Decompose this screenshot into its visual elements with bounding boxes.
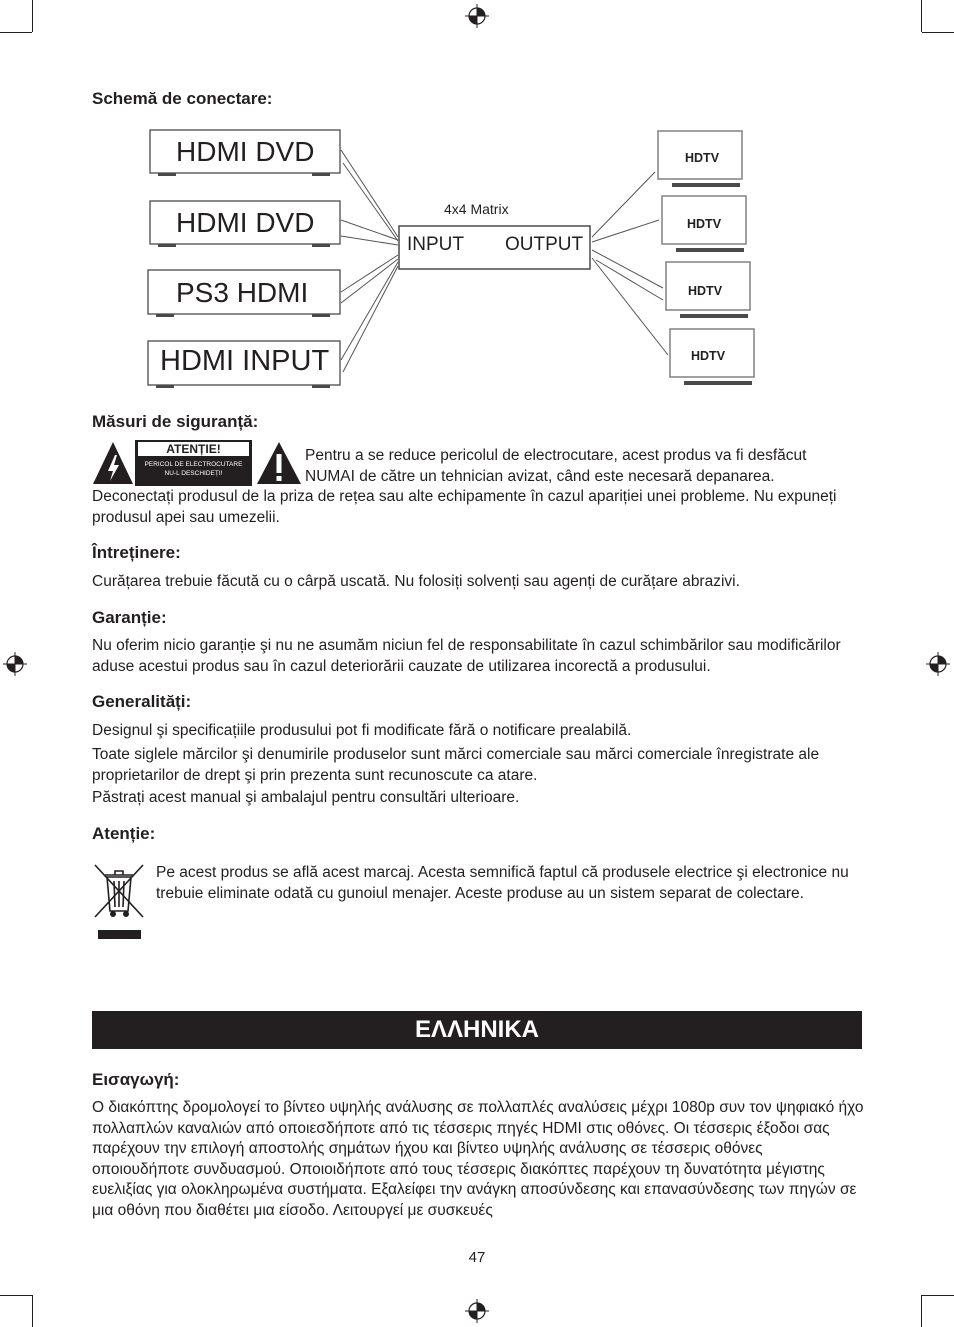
warning-title: ATENȚIE! <box>138 442 249 456</box>
crop-mark <box>0 1295 32 1296</box>
attention-text: Pe acest produs se află acest marcaj. Acesta semnifică faptul că produsele electrice şi electronice nu trebuie eliminate odată cu gunoiul menajer. Aceste produse au un sistem separat de colectare. <box>156 864 849 902</box>
registration-mark-icon <box>465 1299 489 1323</box>
registration-mark-icon <box>3 652 27 676</box>
warning-label <box>135 440 252 486</box>
matrix-input-label: INPUT <box>407 234 464 255</box>
intro-heading: Εισαγωγή: <box>92 1070 180 1089</box>
page-number: 47 <box>468 1249 486 1266</box>
output-label: HDTV <box>687 217 722 231</box>
safety-text: Deconectați produsul de la priza de rețea sau alte echipamente în cazul apariției unei probleme. Nu expuneți produsul apei sau umezelii. <box>92 488 837 526</box>
warning-line: NU-L DESCHIDEȚI! <box>164 470 223 477</box>
general-heading: Generalități: <box>92 692 192 711</box>
electric-shock-warning-icon <box>92 441 134 485</box>
safety-line: Pentru a se reduce pericolul de electrocutare, acest produs va fi desfăcut <box>305 447 807 464</box>
output-label: HDTV <box>688 284 723 298</box>
exclamation-warning-icon <box>256 441 302 485</box>
attention-heading: Atenție: <box>92 824 156 843</box>
warranty-text: Nu oferim nicio garanție şi nu ne asumăm niciun fel de responsabilitate în cazul schimbărilor sau modificărilor aduse acestui produs sau în cazul deteriorării cauzate de utilizarea incorectă a produsului. <box>92 637 841 675</box>
registration-mark-icon <box>926 652 950 676</box>
general-text: Păstrați acest manual şi ambalajul pentru consultări ulterioare. <box>92 789 520 806</box>
output-label: HDTV <box>685 151 720 165</box>
crop-mark <box>32 1295 33 1327</box>
warning-line: PERICOL DE ELECTROCUTARE <box>144 461 243 468</box>
warranty-heading: Garanție: <box>92 608 167 627</box>
source-label: HDMI DVD <box>176 207 315 238</box>
source-label: HDMI INPUT <box>160 345 330 377</box>
safety-heading: Măsuri de siguranță: <box>92 412 259 431</box>
safety-line: NUMAI de către un tehnician avizat, când este necesară depanarea. <box>305 468 775 485</box>
matrix-label: 4x4 Matrix <box>444 201 509 217</box>
maintenance-text: Curățarea trebuie făcută cu o cârpă uscată. Nu folosiți solvenți sau agenți de curățare abrazivi. <box>92 573 740 590</box>
output-label: HDTV <box>691 349 726 363</box>
maintenance-heading: Întreținere: <box>92 543 181 562</box>
intro-text: Ο διακόπτης δρομολογεί το βίντεο υψηλής ανάλυσης σε πολλαπλές αναλύσεις μέχρι 1080p συν τον ψηφιακό ήχο πολλαπλών καναλιών από οποιεσδήποτε από τις τέσσερις πηγές HDMI στις οθόνες. Οι τέσσερις έξοδοι σας παρέχουν την επιλογή αποστολής σημάτων ήχου και βίντεο υψηλής ανάλυσης σε τέσσερις οθόνες οποιουδήποτε συνδυασμού. Οποιοιδήποτε από τους τέσσερις διακόπτες παρέχουν τη δυνατότητα μέγιστης ευελιξίας για ολοκληρωμένα συστήματα. Εξαλείφει την ανάγκη αποσύνδεσης και επανασύνδεσης των πηγών σε μια οθόνη που διαθέτει μια είσοδο. Λειτουργεί με συσκευές <box>92 1099 864 1219</box>
crop-mark <box>921 1295 922 1327</box>
language-banner: ΕΛΛΗΝΙΚΑ <box>92 1011 862 1049</box>
general-text: Toate siglele mărcilor şi denumirile produselor sunt mărci comerciale sau mărci comerciale înregistrate ale proprietarilor de drept şi prin prezenta sunt recunoscute ca atare. <box>92 746 820 784</box>
diagram-heading: Schemă de conectare: <box>92 89 273 108</box>
general-text: Designul şi specificațiile produsului pot fi modificate fără o notificare prealabilă. <box>92 722 632 739</box>
weee-bin-icon <box>93 861 145 941</box>
source-label: PS3 HDMI <box>176 277 309 308</box>
source-label: HDMI DVD <box>176 136 315 167</box>
connection-diagram <box>0 0 954 400</box>
matrix-output-label: OUTPUT <box>505 234 584 255</box>
crop-mark <box>922 1295 954 1296</box>
